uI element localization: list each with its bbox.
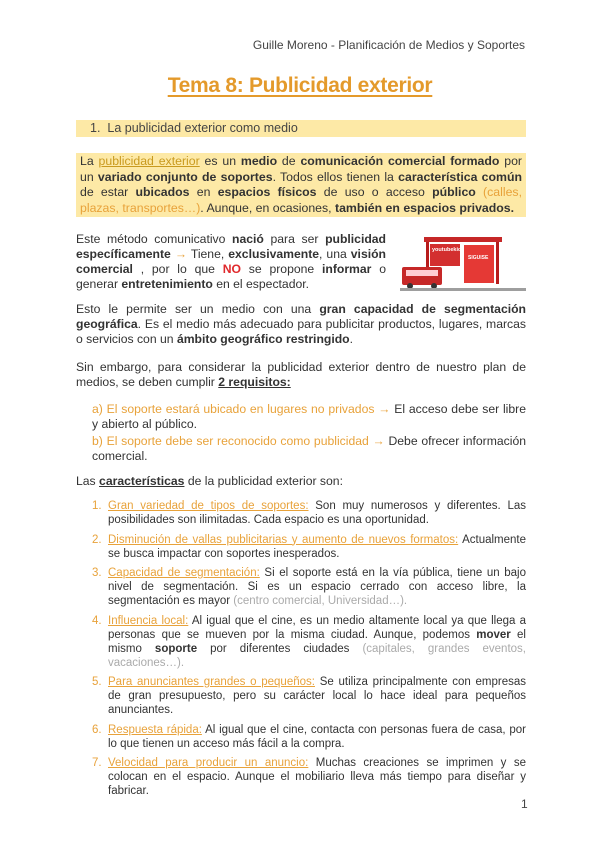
text: o generar: [76, 262, 386, 291]
text: Sin embargo, para considerar la publicidad exterior dentro de nuestro plan de medios, se deben cumplir: [76, 360, 526, 389]
paragraph-segmentation: [76, 302, 526, 347]
requirement-text: Debe ofrecer información comercial.: [92, 434, 526, 463]
list-number: 7.: [92, 757, 102, 769]
list-example: (centro comercial, Universidad…).: [233, 595, 408, 607]
text: en: [189, 185, 218, 199]
list-key: Respuesta rápida:: [108, 723, 202, 736]
text: . Es el medio más adecuado para publicitar productos, lugares, marcas o servicios con un: [76, 317, 526, 346]
list-key: Capacidad de segmentación:: [108, 567, 260, 579]
text: en el espectador.: [212, 277, 310, 291]
list-number: 4.: [92, 614, 102, 627]
list-number: 3.: [92, 567, 102, 579]
list-item: [92, 533, 526, 561]
text: medio: [240, 154, 278, 168]
arrow: →: [170, 247, 191, 261]
text: publicidad específicamente: [76, 232, 386, 261]
ad-brand-text: youtubekid: [432, 247, 462, 253]
text: característica común: [398, 169, 522, 184]
section-number: 1.: [90, 121, 101, 135]
text: de: [277, 154, 301, 168]
list-text: Son muy numerosos y diferentes. Las posibilidades son ilimitadas. Cada espacio es una oportunidad.: [108, 500, 526, 526]
ad-panel-text: SIGUISE: [468, 255, 489, 261]
paragraph-characteristics-intro: [76, 474, 526, 489]
list-item: [92, 614, 526, 670]
list-text: Al igual que el cine, contacta con personas fuera de casa, por lo que tienen un acceso más fácil a la compra.: [108, 723, 526, 750]
list-text: el mismo: [108, 628, 526, 655]
text: también en espacios privados.: [334, 200, 515, 215]
text: (calles, plazas, transportes…): [80, 185, 522, 215]
text: gran capacidad de segmentación geográfica: [76, 302, 526, 331]
paragraph-requirements-intro: [76, 360, 526, 390]
list-bold: soporte: [154, 642, 198, 655]
text: entretenimiento: [121, 277, 213, 291]
list-item: [92, 499, 526, 527]
section-label: La publicidad exterior como medio: [107, 121, 298, 135]
text: Tiene,: [190, 247, 229, 261]
text: nació: [232, 232, 264, 246]
list-example: (capitales, grandes eventos, vacaciones…).: [108, 642, 526, 669]
list-item: [92, 756, 526, 798]
definition-box: [76, 153, 526, 217]
list-number: 5.: [92, 676, 102, 688]
text: espacios físicos: [217, 185, 317, 199]
text: variado conjunto de soportes: [97, 169, 273, 184]
requirement-text: El acceso debe ser libre y abierto al público.: [92, 402, 526, 431]
text: para ser: [263, 232, 326, 246]
text: , por lo que: [132, 262, 223, 276]
text: ámbito geográfico restringido: [176, 332, 350, 346]
text: visión comercial: [76, 247, 386, 276]
requirement-b: [92, 434, 526, 464]
text: . Todos ellos tienen la: [272, 169, 399, 184]
list-item: [92, 566, 526, 608]
list-text: Al igual que el cine, es un medio altamente local ya que llega a personas que se mueven por la misma ciudad. Aunque, podemos: [108, 614, 526, 641]
text: Este método comunicativo: [76, 232, 233, 246]
text: de la publicidad exterior son:: [184, 474, 343, 488]
text: se propone: [241, 262, 322, 276]
list-number: 1.: [92, 500, 102, 512]
list-number: 2.: [92, 533, 102, 546]
text: .: [349, 332, 354, 346]
list-text: Si el soporte está en la vía pública, tiene un bajo nivel de segmentación. Si es un espacio cerrado con acceso libre, la segmentación es mayor: [108, 567, 526, 607]
text: NO: [222, 262, 241, 276]
list-key: Influencia local:: [108, 614, 189, 627]
text: , una: [319, 247, 351, 261]
text: 2 requisitos:: [218, 375, 291, 389]
list-key: Disminución de vallas publicitarias y aumento de nuevos formatos:: [108, 533, 459, 546]
text: La: [80, 154, 99, 168]
list-text: Se utiliza principalmente con empresas de gran presupuesto, pero su carácter local lo hace ideal para pequeños anunciantes.: [108, 676, 526, 716]
list-number: 6.: [92, 723, 102, 736]
list-key: Para anunciantes grandes o pequeños:: [108, 676, 315, 688]
text: [476, 185, 483, 199]
text: Esto le permite ser un medio con una: [76, 302, 320, 316]
text: informar: [321, 262, 372, 276]
characteristics-list: [92, 499, 526, 804]
text: exclusivamente: [228, 247, 320, 261]
list-key: Gran variedad de tipos de soportes:: [108, 500, 309, 512]
list-key: Velocidad para producir un anuncio:: [108, 757, 309, 769]
text: Las: [76, 474, 100, 488]
page-title: Tema 8: Publicidad exterior: [167, 74, 433, 97]
requirement-a: [92, 402, 526, 432]
requirement-label: b) El soporte debe ser reconocido como publicidad →: [92, 434, 385, 448]
text: ubicados: [135, 185, 190, 199]
text: características: [99, 474, 185, 488]
page-header: Guille Moreno - Planificación de Medios y Soportes: [252, 38, 525, 52]
requirement-label: a) El soporte estará ubicado en lugares no privados →: [92, 402, 391, 416]
list-text: por diferentes ciudades: [197, 642, 363, 655]
list-item: [92, 723, 526, 751]
text: de uso o acceso: [316, 185, 433, 199]
section-heading: [76, 120, 526, 137]
text: . Aunque, en ocasiones,: [200, 200, 335, 215]
list-text: Actualmente se busca impactar con soportes inesperados.: [108, 533, 526, 560]
page-number: 1: [521, 797, 528, 811]
text: por un: [80, 154, 523, 184]
term-link: publicidad exterior: [98, 154, 200, 168]
bus-stop-ad-icon: [400, 231, 526, 291]
text: es un: [199, 154, 241, 168]
list-item: [92, 675, 526, 717]
text: público: [432, 185, 476, 199]
text: de estar: [80, 185, 136, 199]
list-bold: mover: [476, 628, 511, 641]
paragraph-origin: [76, 232, 386, 292]
text: comunicación comercial formado: [300, 154, 500, 168]
list-text: Muchas creaciones se imprimen y se colocan en el espacio. Aunque el mobiliario lleva más tiempo para diseñar y fabricar.: [108, 757, 526, 797]
